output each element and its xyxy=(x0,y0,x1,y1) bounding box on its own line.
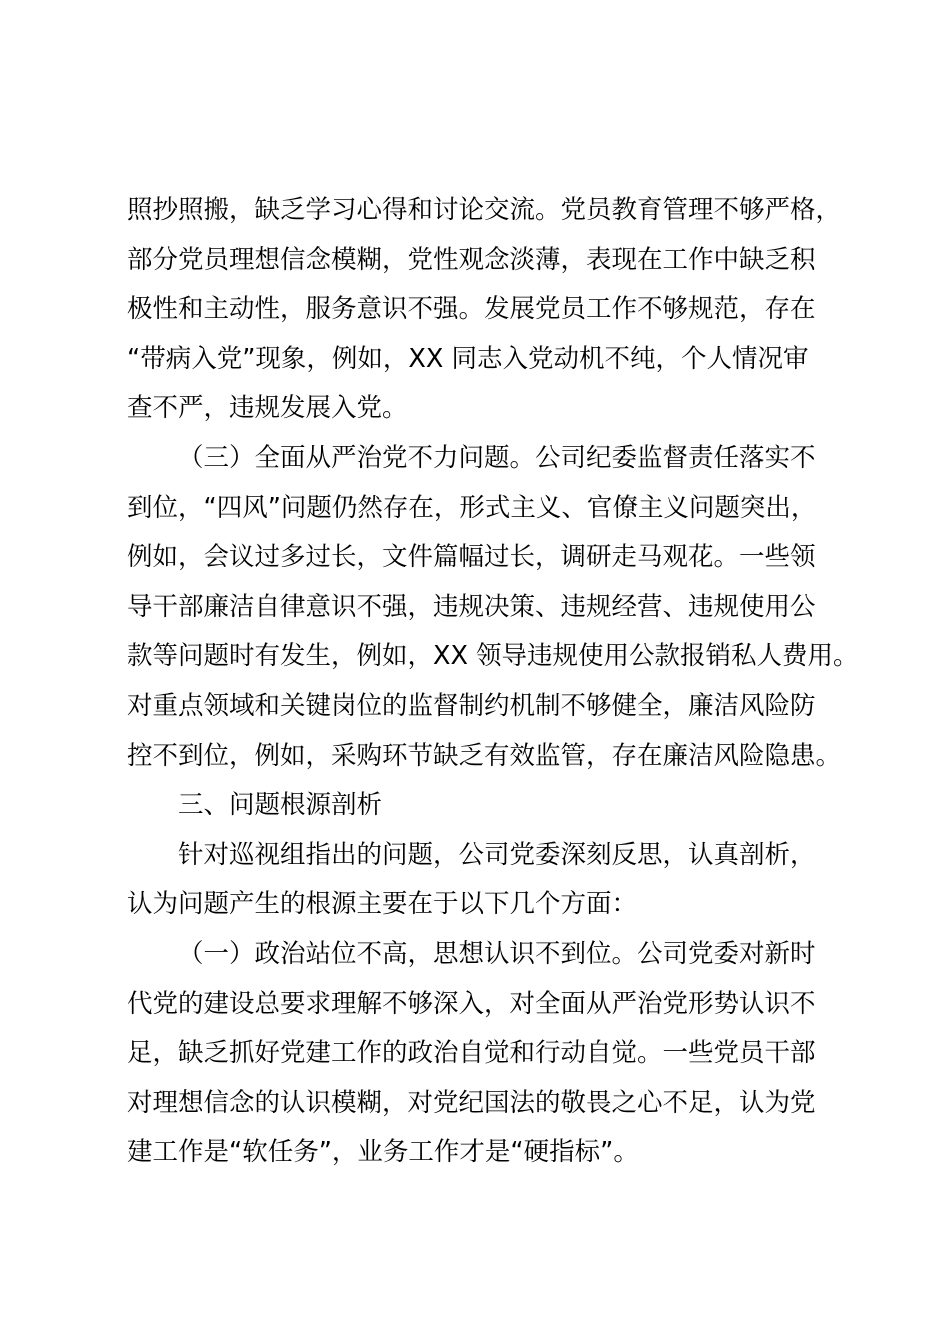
section-one-first-line: （一）政治站位不高，思想认识不到位。公司党委对新时 xyxy=(178,938,816,969)
body-line: 部分党员理想信念模糊，党性观念淡薄，表现在工作中缺乏积 xyxy=(127,244,816,275)
body-line: 代党的建设总要求理解不够深入，对全面从严治党形势认识不 xyxy=(127,988,816,1019)
body-line: 极性和主动性，服务意识不强。发展党员工作不够规范，存在 xyxy=(127,294,816,325)
body-line: 足，缺乏抓好党建工作的政治自觉和行动自觉。一些党员干部 xyxy=(127,1038,816,1069)
paragraph-first-line: 针对巡视组指出的问题，公司党委深刻反思，认真剖析， xyxy=(178,839,816,870)
body-line: “带病入党”现象，例如，XX 同志入党动机不纯，个人情况审 xyxy=(127,343,809,374)
body-line: 例如，会议过多过长，文件篇幅过长，调研走马观花。一些领 xyxy=(127,542,816,573)
body-line: 到位，“四风”问题仍然存在，形式主义、官僚主义问题突出， xyxy=(127,492,817,523)
body-line: 查不严，违规发展入党。 xyxy=(127,393,408,424)
body-line: 对重点领域和关键岗位的监督制约机制不够健全，廉洁风险防 xyxy=(127,690,816,721)
body-line: 建工作是“软任务”，业务工作才是“硬指标”。 xyxy=(127,1137,639,1168)
section-three-first-line: （三）全面从严治党不力问题。公司纪委监督责任落实不 xyxy=(178,442,816,473)
body-line: 认为问题产生的根源主要在于以下几个方面： xyxy=(127,889,638,920)
document-body xyxy=(127,186,862,1178)
body-line: 照抄照搬，缺乏学习心得和讨论交流。党员教育管理不够严格， xyxy=(127,195,842,225)
section-heading-root-cause: 三、问题根源剖析 xyxy=(178,790,383,821)
body-line: 控不到位，例如，采购环节缺乏有效监管，存在廉洁风险隐患。 xyxy=(127,740,842,771)
body-line: 对理想信念的认识模糊，对党纪国法的敬畏之心不足，认为党 xyxy=(127,1087,816,1118)
body-line: 导干部廉洁自律意识不强，违规决策、违规经营、违规使用公 xyxy=(127,591,816,622)
body-line: 款等问题时有发生，例如，XX 领导违规使用公款报销私人费用。 xyxy=(127,641,859,672)
